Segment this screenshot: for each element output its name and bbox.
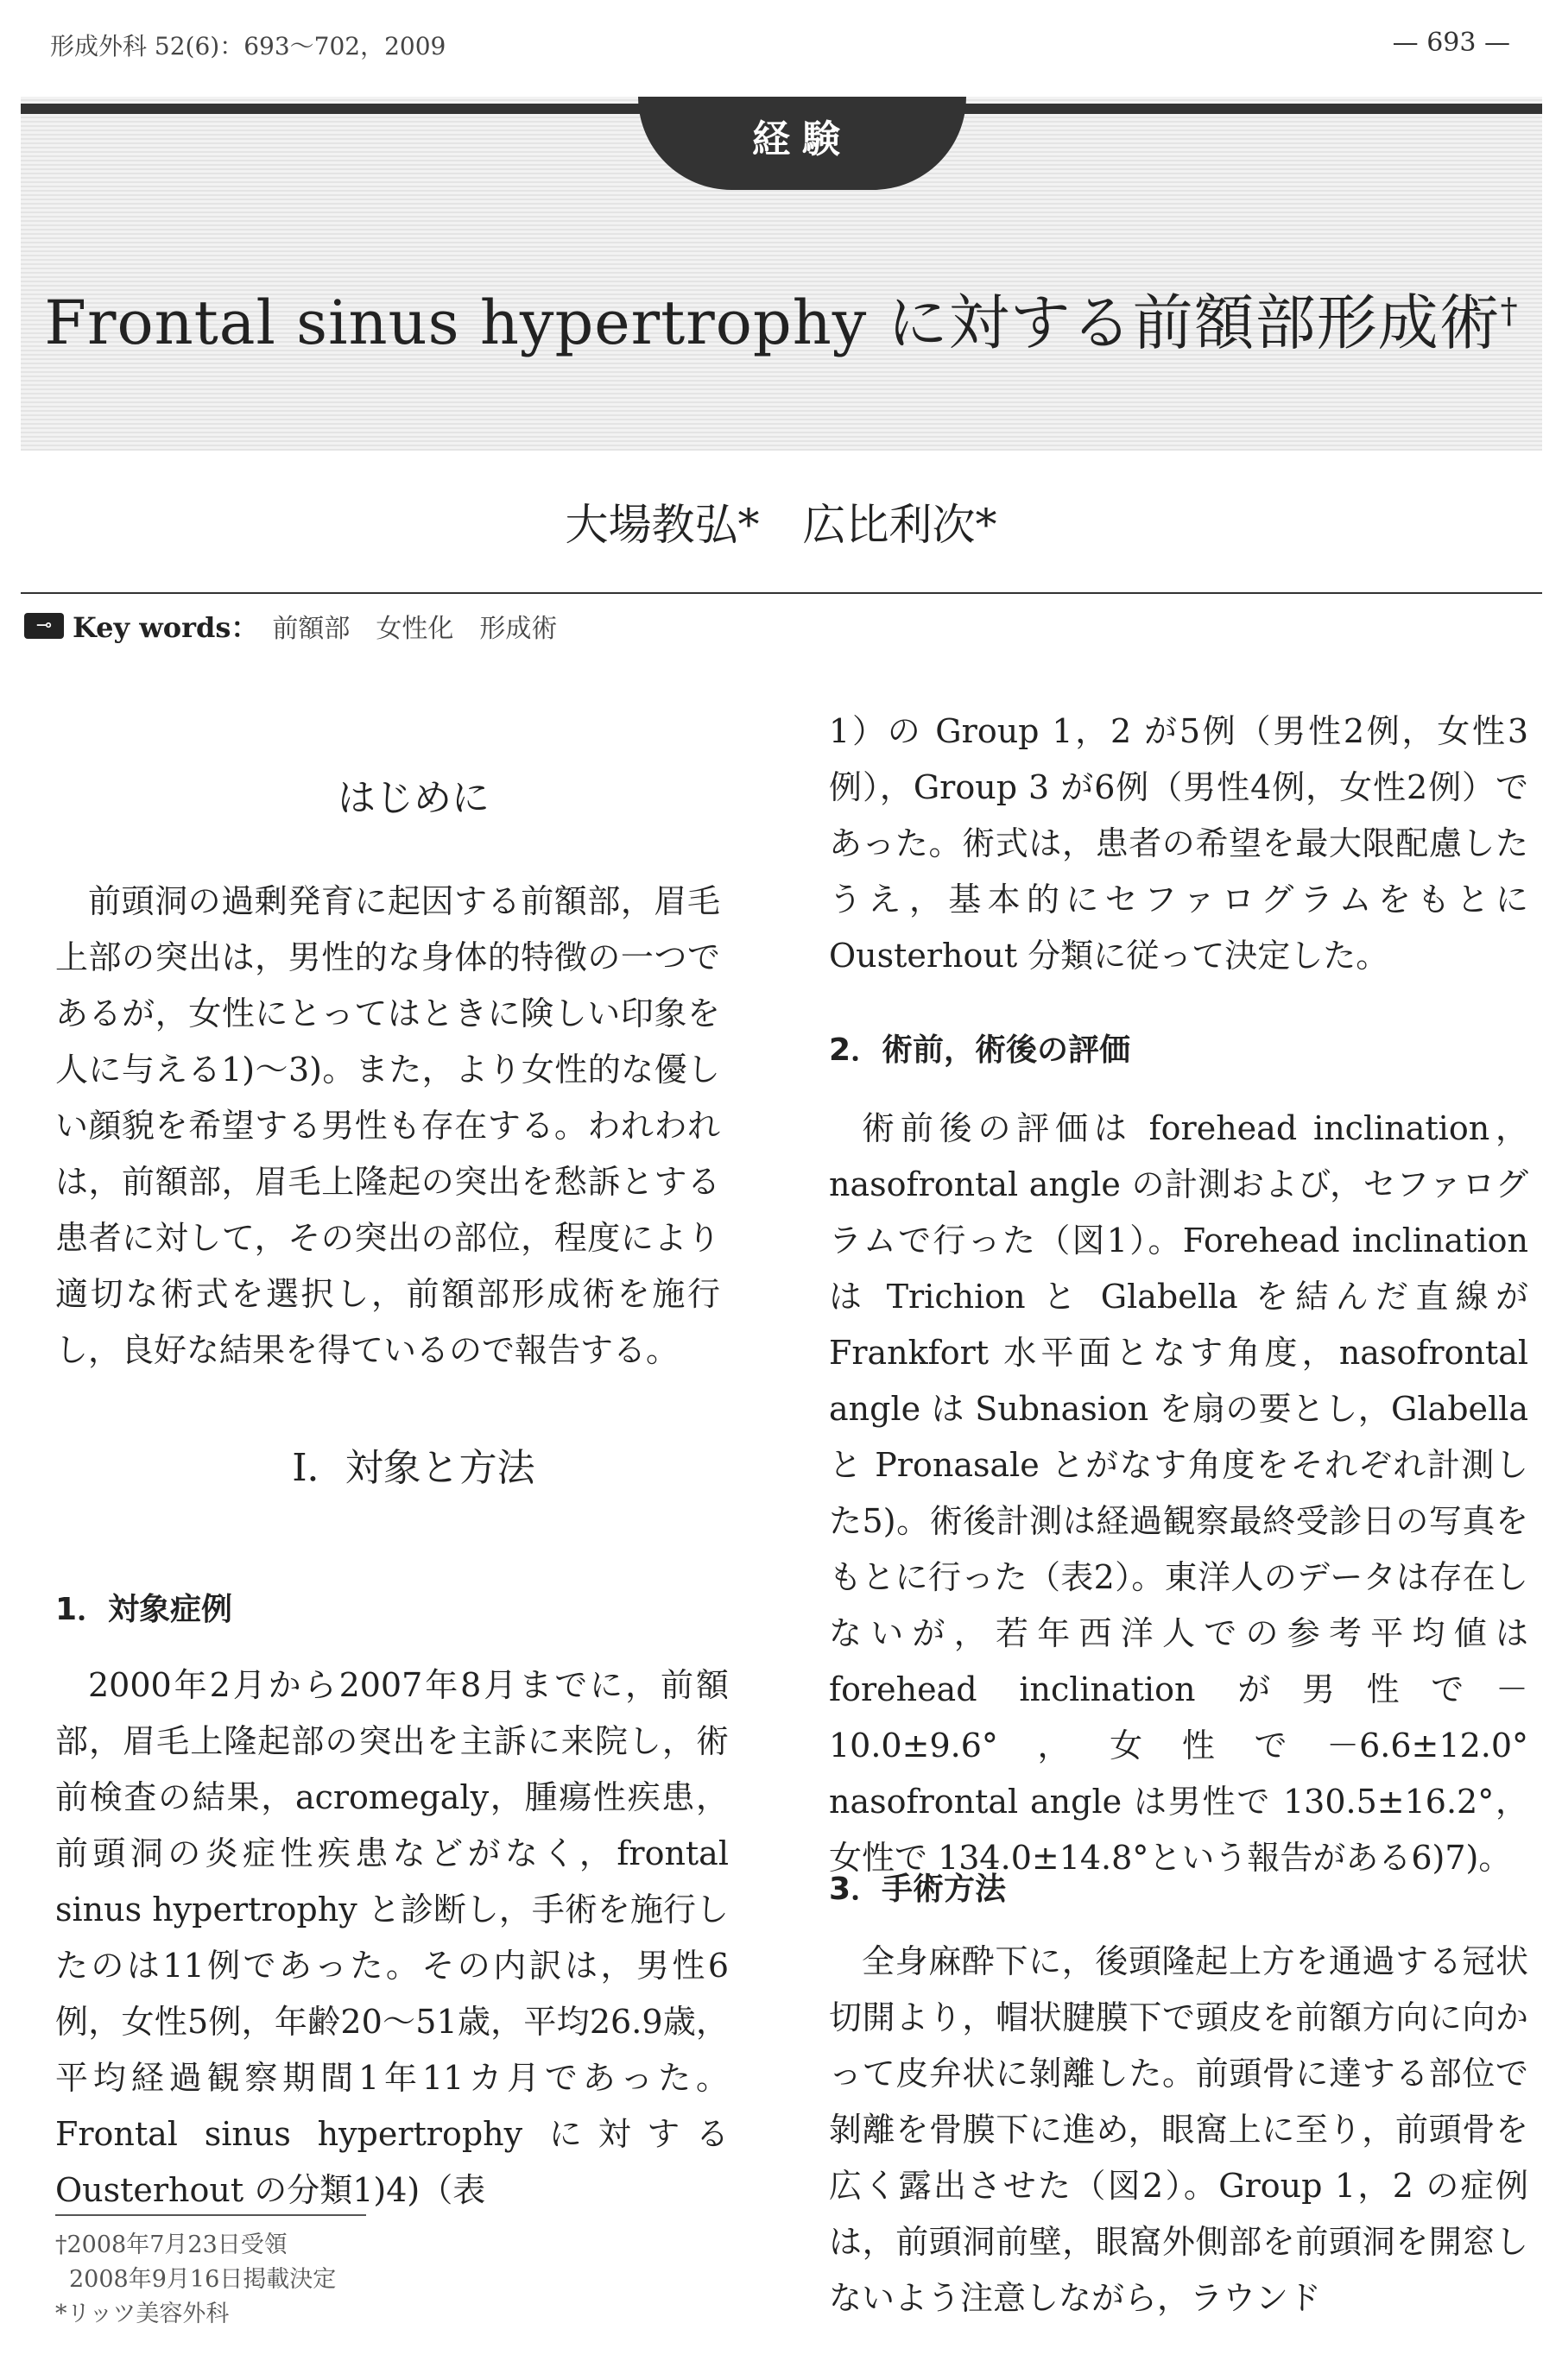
header-divider: [21, 592, 1542, 594]
keywords-values: 前額部 女性化 形成術: [272, 614, 558, 644]
subheading-evaluation: 2．術前，術後の評価: [829, 1032, 1131, 1068]
subheading-cases: 1．対象症例: [55, 1592, 233, 1627]
continued-text: 1）の Group 1，2 が5例（男性2例，女性3例），Group 3 が6例（男性4例，女性2例）であった。術式は，患者の希望を最大限配慮したうえ，基本的にセファログラムをもとに Ousterhout 分類に従って決定した。: [829, 712, 1528, 975]
cases-text: 2000年2月から2007年8月までに，前額部，眉毛上隆起部の突出を主訴に来院し，術前検査の結果，acromegaly，腫瘍性疾患，前頭洞の炎症性疾患などがなく，frontal sinus hypertrophy と診断し，手術を施行したのは11例であった。その内訳は，男性6例，女性5例，年齢20～51歳，平均26.9歳，平均経過観察期間1年11カ月であった。Frontal sinus hypertrophy に対する Ousterhout の分類1)4)（表: [55, 1666, 729, 2209]
footnote-accepted: 2008年9月16日掲載決定: [69, 2266, 337, 2293]
keywords-label: Key words：: [73, 611, 259, 644]
key-icon: ⊸: [24, 613, 64, 639]
article-title-text: Frontal sinus hypertrophy に対する前額部形成術: [44, 287, 1501, 358]
article-title: [21, 275, 1542, 362]
title-banner: [21, 97, 1542, 451]
category-badge: 経験: [638, 97, 966, 190]
page-number: — 693 —: [1392, 28, 1510, 58]
authors: 大場教弘* 広比利次*: [565, 500, 997, 550]
subheading-procedure: 3．手術方法: [829, 1872, 1007, 1907]
procedure-text: 全身麻酔下に，後頭隆起上方を通過する冠状切開より，帽状腱膜下で頭皮を前額方向に向かって皮弁状に剝離した。前頭骨に達する部位で剝離を骨膜下に進め，眼窩上に至り，前頭骨を広く露出させた（図2）。Group 1，2 の症例は，前頭洞前壁，眼窩外側部を前頭洞を開窓しないよう注意しながら，ラウンド: [829, 1942, 1528, 2317]
footnote-received: †2008年7月23日受領: [55, 2232, 288, 2258]
title-dagger: †: [1500, 291, 1519, 331]
section-heading-methods: I．対象と方法: [292, 1446, 535, 1490]
evaluation-text: 術前後の評価は forehead inclination，nasofrontal angle の計測および，セファログラムで行った（図1）。Forehead inclination は Trichion と Glabella を結んだ直線が Frankfort 水平面となす角度，nasofrontal angle は Subnasion を扇の要とし，Glabella と Pronasale とがなす角度をそれぞれ計測した5)。術後計測は経過観察最終受診日の写真をもとに行った（表2）。東洋人のデータは存在しないが，若年西洋人での参考平均値は forehead inclination が男性で－10.0±9.6°，女性で－6.6±12.0° nasofrontal angle は男性で 130.5±16.2°，女性で 134.0±14.8°という報告がある6)7)。: [829, 1109, 1528, 1877]
journal-reference: 形成外科 52(6)：693～702，2009: [50, 32, 446, 60]
intro-text: 前頭洞の過剰発育に起因する前額部，眉毛上部の突出は，男性的な身体的特徴の一つであるが，女性にとってはときに険しい印象を人に与える1)～3)。また，より女性的な優しい顔貌を希望する男性も存在する。われわれは，前額部，眉毛上隆起の突出を愁訴とする患者に対して，その突出の部位，程度により適切な術式を選択し，前額部形成術を施行し，良好な結果を得ているので報告する。: [55, 882, 720, 1369]
keywords-row: [24, 606, 557, 646]
footnote-divider: [55, 2214, 366, 2216]
intro-heading: はじめに: [338, 776, 490, 820]
footnote-affiliation: *リッツ美容外科: [55, 2301, 230, 2327]
